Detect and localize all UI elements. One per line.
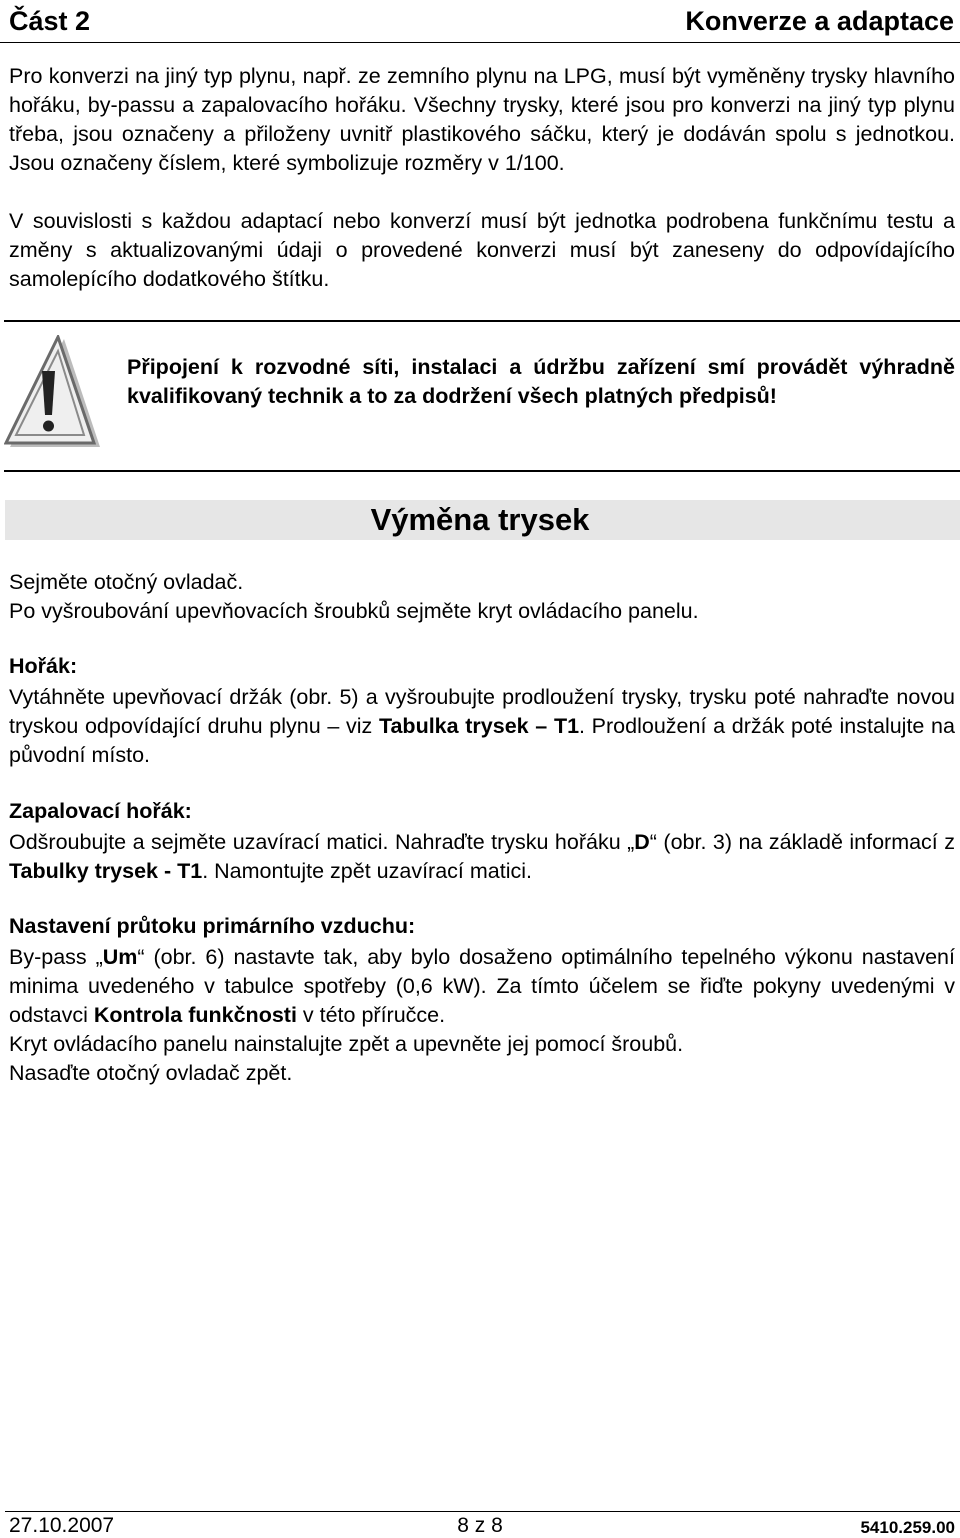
warning-bottom-divider (4, 470, 960, 472)
header-divider (0, 42, 960, 43)
warning-text: Připojení k rozvodné síti, instalaci a údržbu zařízení smí provádět výhradně kvalifikovaný technik a to za dodržení všech platných předpisů! (127, 355, 955, 408)
chapter-label: Část 2 (9, 6, 91, 36)
intro-paragraph-2: V souvislosti s každou adaptací nebo konverzí musí být jednotka podrobena funkčnímu testu a změny s aktualizovanými údaji o provedené konverzi musí být zaneseny do odpovídajícího samolepícího dodatkového štítku. (9, 209, 955, 291)
footer-page-number: 8 z 8 (457, 1514, 503, 1537)
footer-date: 27.10.2007 (9, 1514, 115, 1537)
step-reinstall-cover: Kryt ovládacího panelu nainstalujte zpět a upevněte jej pomocí šroubů. (9, 1032, 684, 1056)
chapter-title: Konverze a adaptace (685, 6, 954, 36)
intro-paragraph-1: Pro konverzi na jiný typ plynu, např. ze zemního plynu na LPG, musí být vyměněny trysky hlavního hořáku, by-passu a zapalovacího hořáku. Všechny trysky, které jsou pro konverzi na jiný typ plynu třeba, jsou označeny a přiloženy uvnitř plastikového sáčku, který je dodáván spolu s jednotkou. Jsou označeny číslem, které symbolizuje rozměry v 1/100. (9, 64, 955, 175)
footer-divider (5, 1511, 960, 1512)
pilot-heading: Zapalovací hořák: (9, 799, 192, 823)
step-refit-knob: Nasaďte otočný ovladač zpět. (9, 1061, 293, 1085)
footer-doc-code: 5410.259.00 (860, 1518, 955, 1537)
warning-top-divider (4, 320, 960, 322)
section-title: Výměna trysek (370, 502, 590, 537)
burner-paragraph: Vytáhněte upevňovací držák (obr. 5) a vyšroubujte prodloužení trysky, trysku poté nahraďte novou tryskou odpovídající druhu plynu – viz Tabulka trysek – T1. Prodloužení a držák poté instalujte na původní místo. (9, 685, 955, 767)
pilot-paragraph: Odšroubujte a sejměte uzavírací matici. Nahraďte trysku hořáku „D“ (obr. 3) na základě informací z Tabulky trysek - T1. Namontujte zpět uzavírací matici. (9, 830, 955, 883)
burner-heading: Hořák: (9, 654, 78, 678)
airflow-heading: Nastavení průtoku primárního vzduchu: (9, 914, 416, 938)
airflow-paragraph: By-pass „Um“ (obr. 6) nastavte tak, aby bylo dosaženo optimálního tepelného výkonu nastavení minima uvedeného v tabulce spotřeby (0,6 kW). Za tímto účelem se řiďte pokyny uvedenými v odstavci Kontrola funkčnosti v této příručce. (9, 945, 955, 1027)
step-remove-cover: Po vyšroubování upevňovacích šroubků sejměte kryt ovládacího panelu. (9, 599, 699, 623)
warning-triangle-icon (4, 335, 104, 453)
step-remove-knob: Sejměte otočný ovladač. (9, 570, 244, 594)
